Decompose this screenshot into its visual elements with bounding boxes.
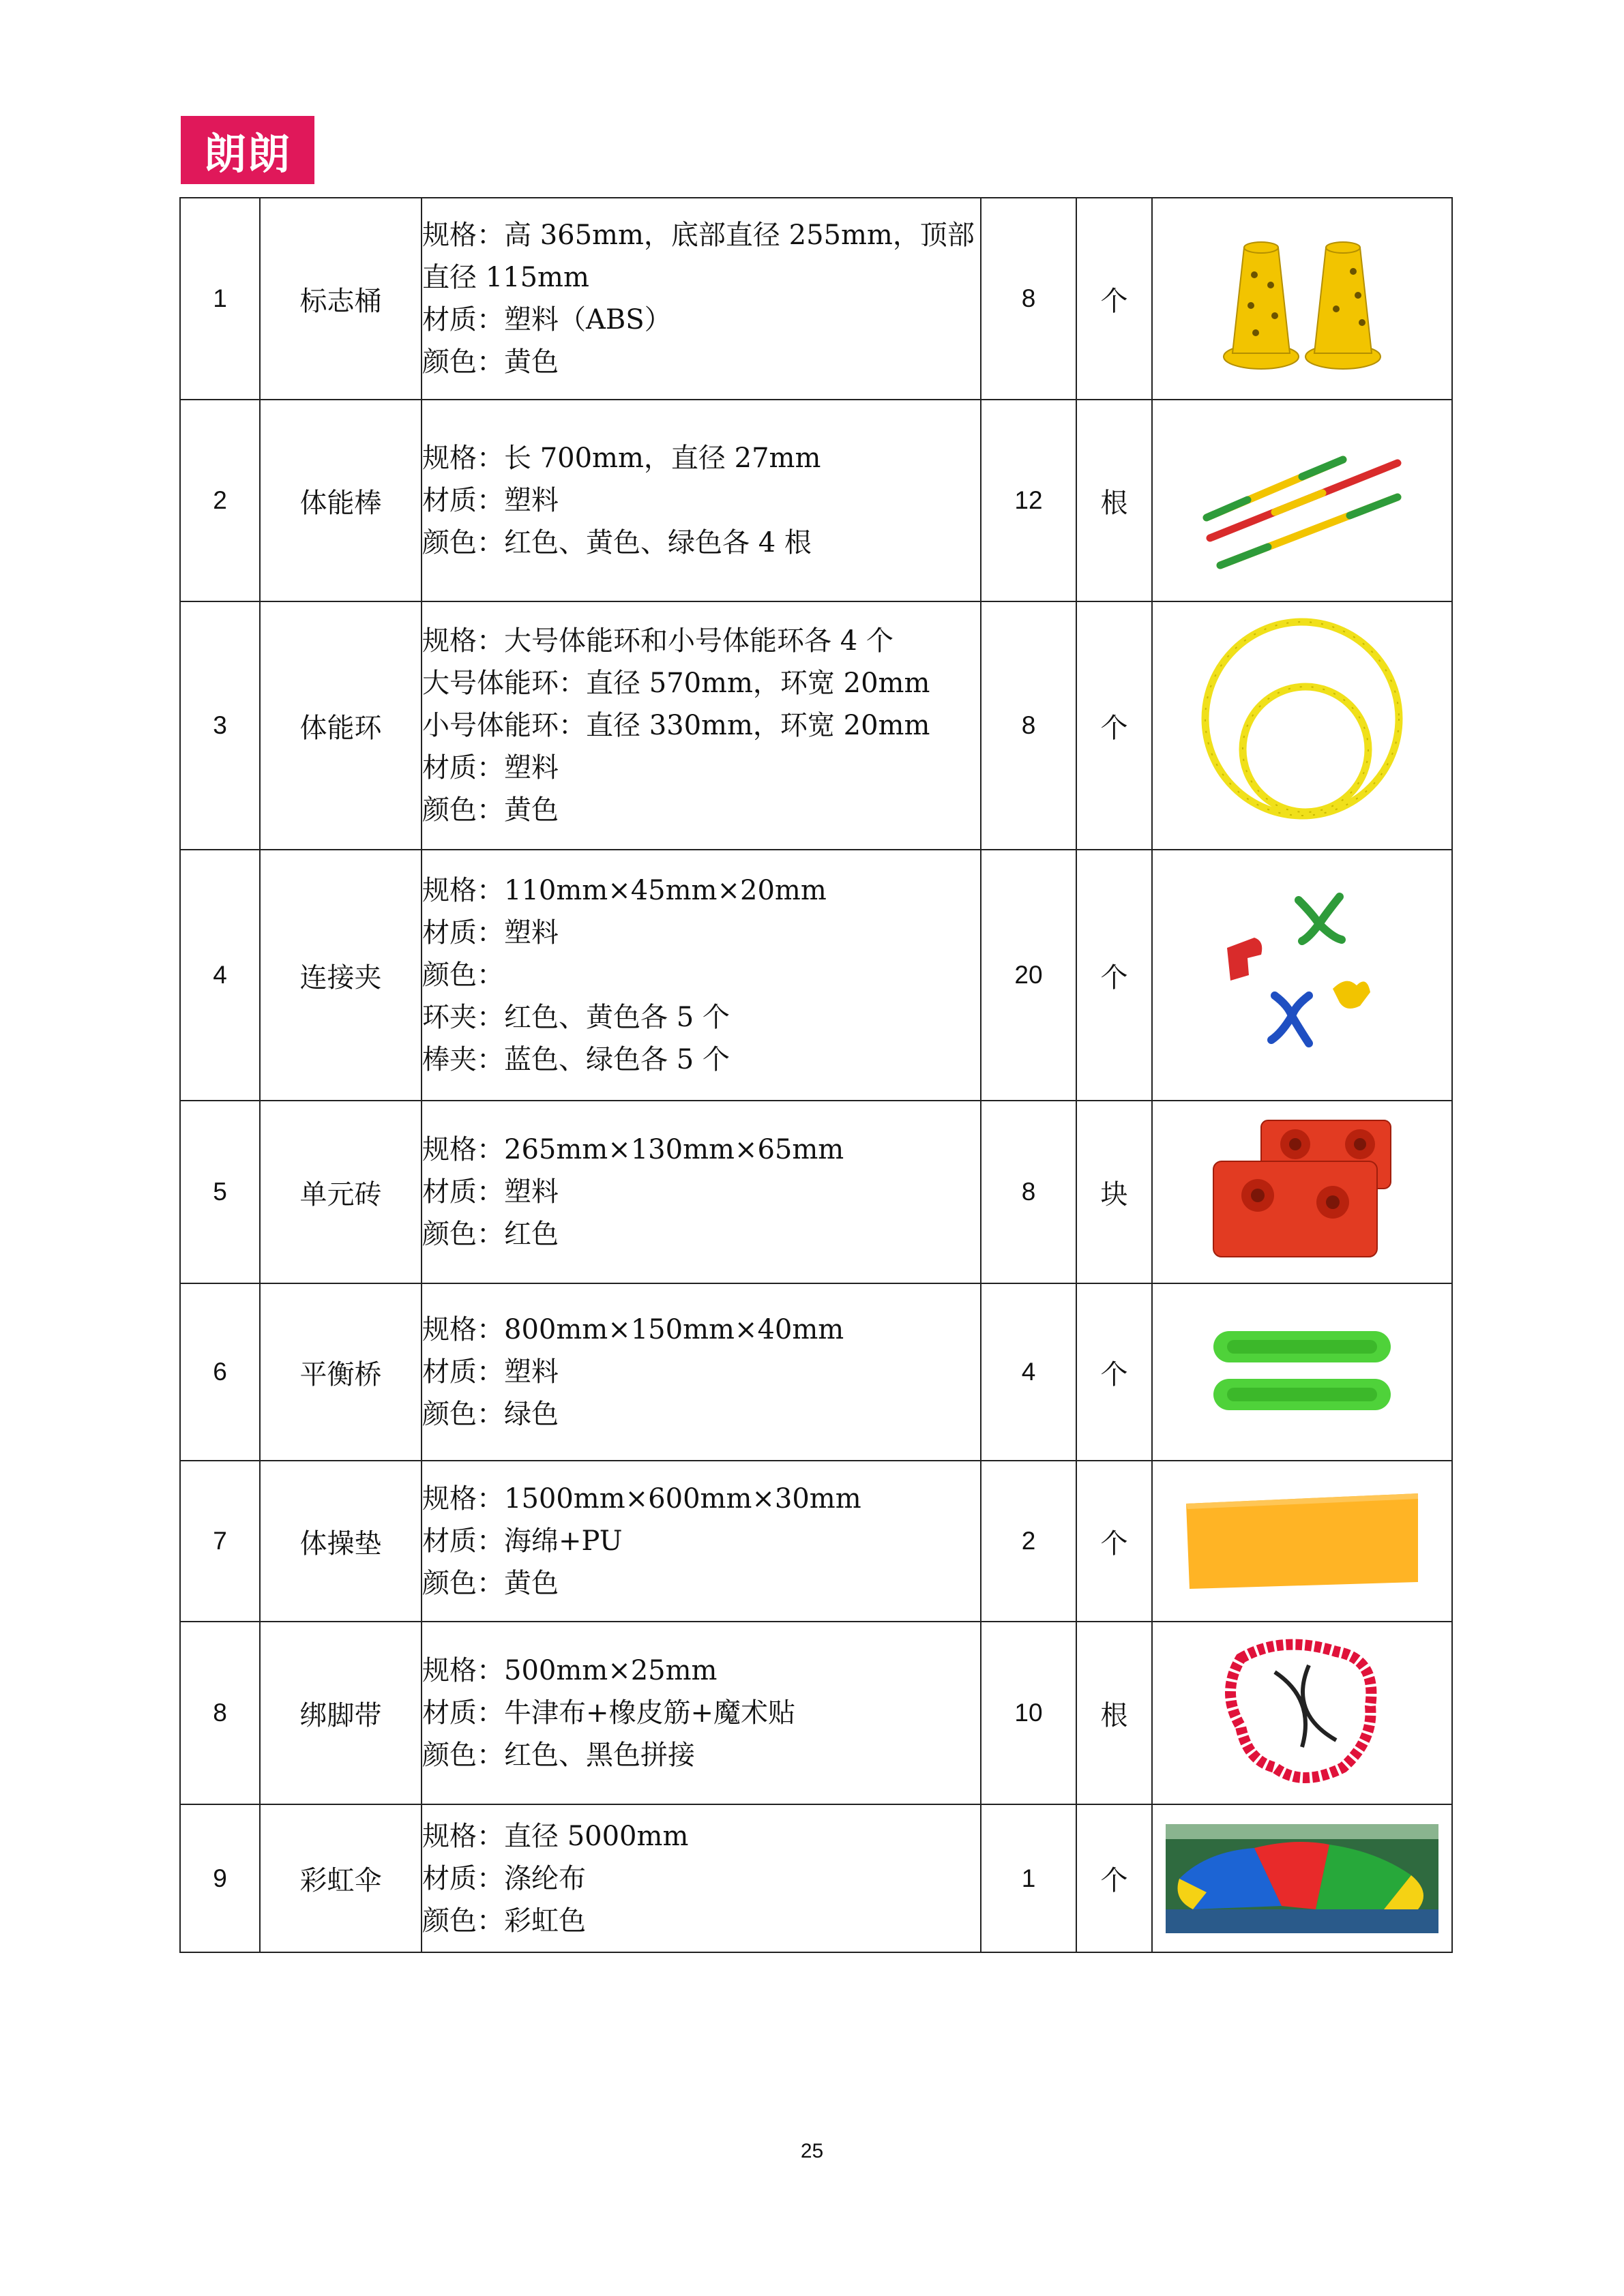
hoops-image [1193,616,1411,835]
item-unit: 块 [1076,1101,1152,1283]
item-name: 绑脚带 [260,1622,422,1804]
item-image-cell [1152,1101,1452,1283]
spec-line: 规格：110mm×45mm×20mm [422,875,827,906]
brand-logo-badge: 朗朗 [181,116,314,184]
item-spec [422,1101,981,1283]
spec-line: 颜色： [422,959,504,991]
sticks-image [1193,422,1411,579]
item-spec [422,850,981,1101]
spec-line: 规格：长 700mm，直径 27mm [422,443,821,474]
traffic-cone-image [1213,220,1391,377]
spec-line: 材质：塑料 [422,485,559,516]
item-number: 7 [180,1461,260,1622]
spec-line: 颜色：绿色 [422,1399,559,1430]
item-number: 9 [180,1804,260,1952]
spec-line: 材质：涤纶布 [422,1862,586,1894]
leg-tie-image [1200,1631,1404,1795]
spec-line: 材质：塑料 [422,1356,559,1388]
item-name: 平衡桥 [260,1283,422,1461]
item-number: 8 [180,1622,260,1804]
item-name: 体能棒 [260,400,422,601]
item-number: 1 [180,198,260,400]
table-row [180,1101,1452,1283]
item-number: 5 [180,1101,260,1283]
item-spec [422,1804,981,1952]
spec-line: 规格：800mm×150mm×40mm [422,1314,844,1345]
item-image-cell [1152,1283,1452,1461]
item-spec [422,1461,981,1622]
page-number: 25 [800,2140,824,2162]
item-image-cell [1152,198,1452,400]
item-unit: 根 [1076,400,1152,601]
item-image-cell [1152,1804,1452,1952]
item-unit: 个 [1076,1461,1152,1622]
spec-line: 颜色：彩虹色 [422,1905,586,1937]
item-number: 3 [180,601,260,850]
spec-line: 材质：塑料 [422,1176,559,1208]
item-quantity: 4 [981,1283,1076,1461]
spec-line: 环夹：红色、黄色各 5 个 [422,1002,730,1033]
item-unit: 个 [1076,1283,1152,1461]
table-row [180,1804,1452,1952]
bricks-image [1200,1114,1404,1270]
table-row [180,1461,1452,1622]
spec-line: 规格：大号体能环和小号体能环各 4 个 [422,625,894,657]
gym-mat-image [1179,1487,1425,1596]
spec-line: 规格：265mm×130mm×65mm [422,1134,844,1165]
item-quantity: 8 [981,601,1076,850]
item-spec [422,601,981,850]
item-quantity: 2 [981,1461,1076,1622]
spec-line: 材质：塑料（ABS） [422,304,672,336]
table-row [180,1283,1452,1461]
item-spec [422,198,981,400]
spec-line: 规格：1500mm×600mm×30mm [422,1483,861,1515]
spec-line: 颜色：黄色 [422,346,559,378]
item-spec [422,1283,981,1461]
item-name: 标志桶 [260,198,422,400]
table-row [180,198,1452,400]
item-unit: 个 [1076,850,1152,1101]
spec-line: 材质：海绵+PU [422,1525,623,1557]
item-quantity: 8 [981,198,1076,400]
spec-line: 规格：直径 5000mm [422,1820,689,1852]
item-name: 体能环 [260,601,422,850]
item-quantity: 1 [981,1804,1076,1952]
item-quantity: 10 [981,1622,1076,1804]
spec-line: 小号体能环：直径 330mm，环宽 20mm [422,710,930,741]
rainbow-parachute-image [1166,1824,1438,1933]
spec-line: 材质：牛津布+橡皮筋+魔术贴 [422,1697,796,1729]
clips-image [1200,873,1404,1077]
item-image-cell [1152,400,1452,601]
item-image-cell [1152,601,1452,850]
item-image-cell [1152,1622,1452,1804]
item-name: 单元砖 [260,1101,422,1283]
table-row [180,601,1452,850]
spec-line: 材质：塑料 [422,917,559,949]
item-name: 彩虹伞 [260,1804,422,1952]
spec-line: 颜色：黄色 [422,1568,559,1599]
equipment-table [179,197,1453,1953]
item-number: 4 [180,850,260,1101]
spec-line: 颜色：红色、黄色、绿色各 4 根 [422,527,812,558]
table-row [180,1622,1452,1804]
spec-line: 颜色：红色 [422,1219,559,1250]
item-name: 连接夹 [260,850,422,1101]
item-name: 体操垫 [260,1461,422,1622]
spec-line: 颜色：黄色 [422,794,559,826]
spec-line: 大号体能环：直径 570mm，环宽 20mm [422,668,930,699]
item-quantity: 20 [981,850,1076,1101]
item-image-cell [1152,1461,1452,1622]
item-image-cell [1152,850,1452,1101]
item-spec [422,400,981,601]
item-quantity: 8 [981,1101,1076,1283]
item-number: 6 [180,1283,260,1461]
item-unit: 个 [1076,601,1152,850]
item-number: 2 [180,400,260,601]
item-unit: 个 [1076,1804,1152,1952]
spec-line: 颜色：红色、黑色拼接 [422,1740,695,1771]
spec-line: 规格：500mm×25mm [422,1655,718,1686]
item-spec [422,1622,981,1804]
item-unit: 根 [1076,1622,1152,1804]
table-row [180,400,1452,601]
item-quantity: 12 [981,400,1076,601]
spec-line: 棒夹：蓝色、绿色各 5 个 [422,1044,730,1075]
spec-line: 材质：塑料 [422,752,559,784]
balance-bridge-image [1200,1321,1404,1423]
item-unit: 个 [1076,198,1152,400]
table-row [180,850,1452,1101]
spec-line: 规格：高 365mm，底部直径 255mm，顶部直径 115mm [422,220,975,293]
